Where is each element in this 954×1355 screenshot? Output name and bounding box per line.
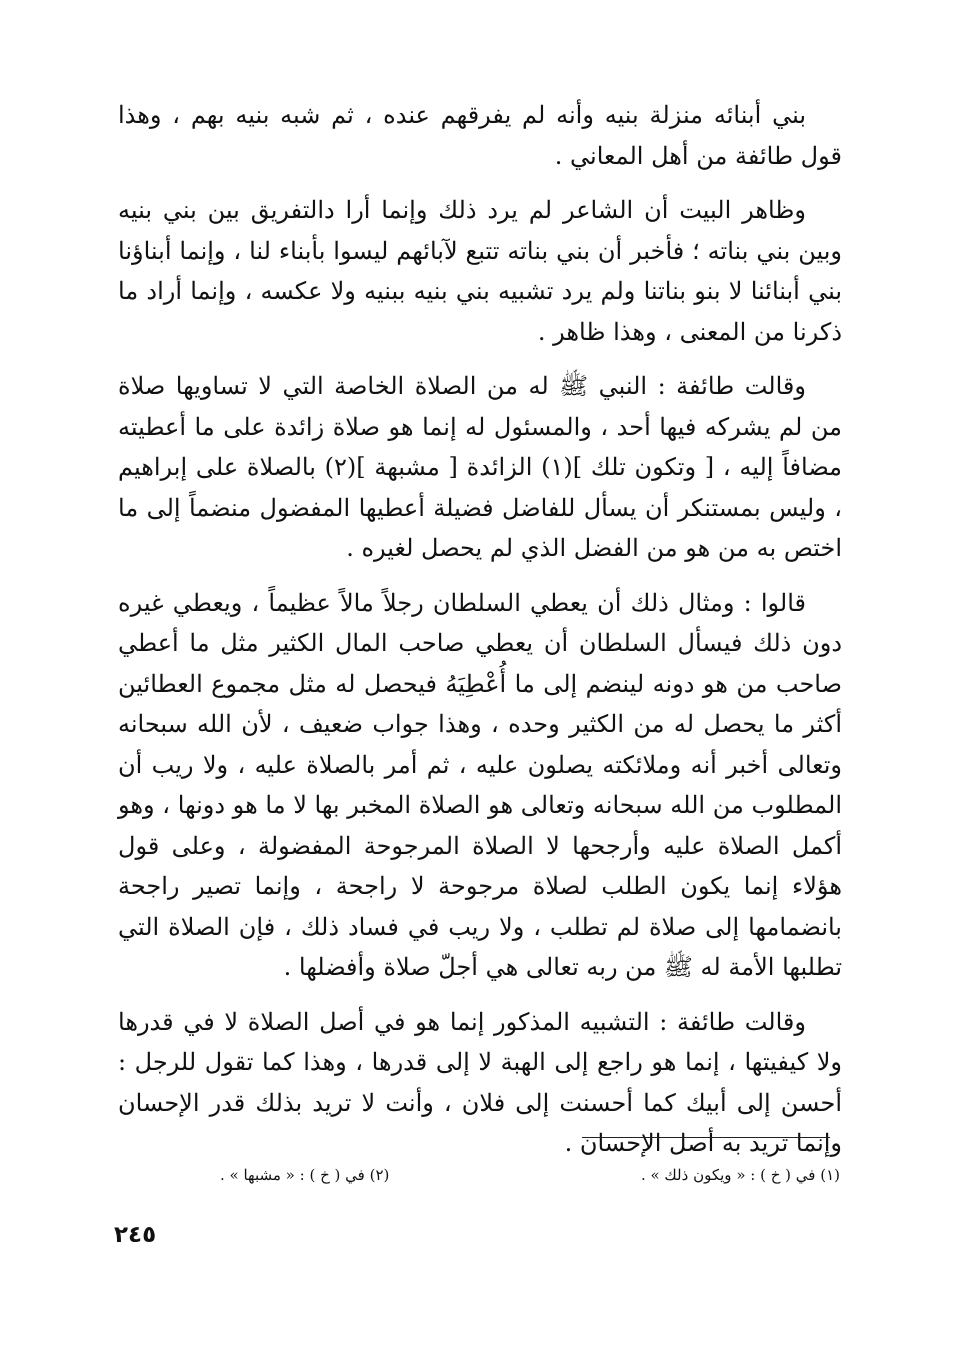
paragraph-3: وقالت طائفة : النبي ﷺ له من الصلاة الخاصة التي لا تساويها صلاة من لم يشركه فيها أحد ، والمسئول له إنما هو صلاة زائدة على ما أعطيته مضافاً إليه ، [ وتكون تلك ](١) الزائدة [ مشبهة ](٢) بالصلاة على إبراهيم ، وليس بمستنكر أن يسأل للفاضل فضيلة أعطيها المفضول منضماً إلى ما اختص به من هو من الفضل الذي لم يحصل لغيره . <box>118 372 842 562</box>
paragraph-1: بني أبنائه منزلة بنيه وأنه لم يفرقهم عنده ، ثم شبه بنيه بهم ، وهذا قول طائفة من أهل المعاني . <box>118 101 842 170</box>
page-body <box>118 95 842 1178</box>
footnote-separator <box>582 1137 830 1138</box>
footnote-1: (١) في ( خ ) : « ويكون ذلك » . <box>640 1166 840 1184</box>
paragraph-2: وظاهر البيت أن الشاعر لم يرد ذلك وإنما أرا دالتفريق بين بني بنيه وبين بني بناته ؛ فأخبر أن بني بناته تتبع لآبائهم ليسوا بأبناء لنا ، وإنما أبناؤنا بني أبنائنا لا بنو بناتنا ولم يرد تشبيه بني بنيه ببنيه ولا عكسه ، وإنما أراد ما ذكرنا من المعنى ، وهذا ظاهر . <box>118 196 842 346</box>
footnotes <box>220 1163 840 1187</box>
paragraph-4: قالوا : ومثال ذلك أن يعطي السلطان رجلاً مالاً عظيماً ، ويعطي غيره دون ذلك فيسأل السلطان أن يعطي صاحب المال الكثير مثل ما أعطي صاحب من هو دونه لينضم إلى ما أُعْطِيَهُ فيحصل له مثل مجموع العطائين أكثر ما يحصل له من الكثير وحده ، وهذا جواب ضعيف ، لأن الله سبحانه وتعالى أخبر أنه وملائكته يصلون عليه ، ثم أمر بالصلاة عليه ، ولا ريب أن المطلوب من الله سبحانه وتعالى هو الصلاة المخبر بها لا ما هو دونها ، وهو أكمل الصلاة عليه وأرجحها لا الصلاة المرجوحة المفضولة ، وعلى قول هؤلاء إنما يكون الطلب لصلاة مرجوحة لا راجحة ، وإنما تصير راجحة بانضمامها إلى صلاة لم تطلب ، ولا ريب في فساد ذلك ، فإن الصلاة التي تطلبها الأمة له ﷺ من ربه تعالى هي أجلّ صلاة وأفضلها . <box>118 588 842 981</box>
footnote-2: (٢) في ( خ ) : « مشبها » . <box>220 1166 390 1184</box>
paragraph-5: وقالت طائفة : التشبيه المذكور إنما هو في أصل الصلاة لا في قدرها ولا كيفيتها ، إنما هو راجع إلى الهبة لا إلى قدرها ، وهذا كما تقول للرجل : أحسن إلى أبيك كما أحسنت إلى فلان ، وأنت لا تريد بذلك قدر الإحسان وإنما تريد به أصل الإحسان . <box>118 1007 842 1157</box>
page-number: ٢٤٥ <box>114 1222 157 1248</box>
